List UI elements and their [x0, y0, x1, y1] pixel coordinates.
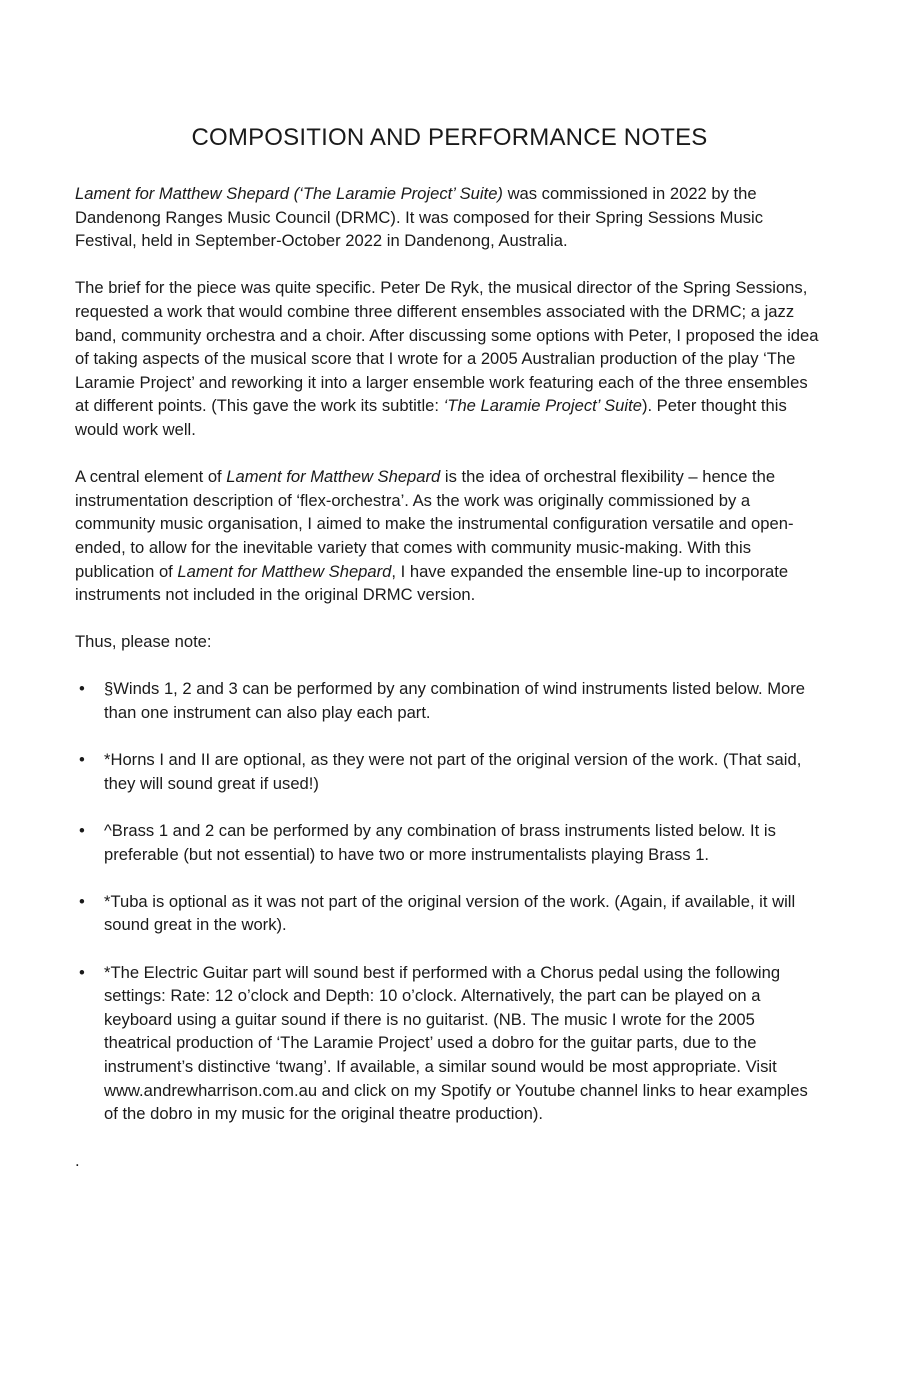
thus-paragraph: Thus, please note: [75, 632, 212, 652]
bullet-icon: • [79, 891, 85, 911]
subtitle-italic: ‘The Laramie Project’ Suite [443, 396, 642, 416]
work-title-italic: Lament for Matthew Shepard [226, 467, 441, 487]
list-item [75, 819, 824, 866]
work-title-italic: Lament for Matthew Shepard [177, 561, 392, 581]
brief-text-before: The brief for the piece was quite specific. Peter De Ryk, the musical director of the Spring Sessions, requested a work that would combine three different ensembles associated with the DRMC; a jazz band, community orchestra and a choir. After discussing some options with Peter, I proposed the idea of taking aspects of the musical score that I wrote for a 2005 Australian production of the play ‘The Laramie Project’ and reworking it into a larger ensemble work featuring each of the three ensembles at different points. (This gave the work its subtitle: [75, 278, 819, 416]
note-text: ^Brass 1 and 2 can be performed by any combination of brass instruments listed below. It is preferable (but not essential) to have two or more instrumentalists playing Brass 1. [104, 821, 776, 864]
note-text: §Winds 1, 2 and 3 can be performed by any combination of wind instruments listed below. More than one instrument can also play each part. [104, 679, 805, 723]
flex-text-2: is the idea of orchestral flexibility – hence the instrumentation description of ‘flex-orchestra’. As the work was originally commissioned by a community music organisation, I aimed to make the instrumental configuration versatile and open-ended, to allow for the inevitable variety that comes with community music-making. With this publication of [75, 467, 794, 581]
flex-text-1: A central element of [75, 467, 227, 487]
brief-paragraph [75, 276, 824, 441]
note-text: *Horns I and II are optional, as they were not part of the original version of the work. (That said, they will sound great if used!) [104, 750, 802, 793]
bullet-icon: • [79, 821, 85, 841]
bullet-icon: • [79, 750, 85, 770]
list-item [75, 961, 824, 1126]
flex-paragraph [75, 465, 824, 607]
intro-paragraph [75, 182, 824, 253]
brief-text-after: ). Peter thought this would work well. [75, 396, 787, 439]
bullet-icon: • [79, 679, 85, 699]
list-item [75, 890, 824, 937]
flex-text-3: , I have expanded the ensemble line-up to incorporate instruments not included in the original DRMC version. [75, 561, 789, 605]
work-title-italic: Lament for Matthew Shepard (‘The Laramie Project’ Suite) [75, 184, 503, 203]
bullet-icon: • [79, 962, 85, 982]
trailing-period: . [75, 1151, 80, 1171]
note-text: *Tuba is optional as it was not part of the original version of the work. (Again, if available, it will sound great in the work). [104, 891, 796, 935]
page-title: COMPOSITION AND PERFORMANCE NOTES [191, 124, 708, 151]
intro-text: was commissioned in 2022 by the Dandenong Ranges Music Council (DRMC). It was composed for their Spring Sessions Music Festival, held in September-October 2022 in Dandenong, Australia. [75, 184, 764, 251]
list-item [75, 677, 824, 724]
note-text: *The Electric Guitar part will sound best if performed with a Chorus pedal using the following settings: Rate: 12 o’clock and Depth: 10 o’clock. Alternatively, the part can be played on a keyboard using a guitar sound if there is no guitarist. (NB. The music I wrote for the 2005 theatrical production of ‘The Laramie Project’ used a dobro for the guitar parts, due to the instrument’s distinctive ‘twang’. If available, a similar sound would be most appropriate. Visit www.andrewharrison.com.au and click on my Spotify or Youtube channel links to hear examples of the dobro in my music for the original theatre production). [104, 962, 808, 1124]
performance-notes-list [75, 677, 824, 1125]
list-item [75, 748, 824, 795]
